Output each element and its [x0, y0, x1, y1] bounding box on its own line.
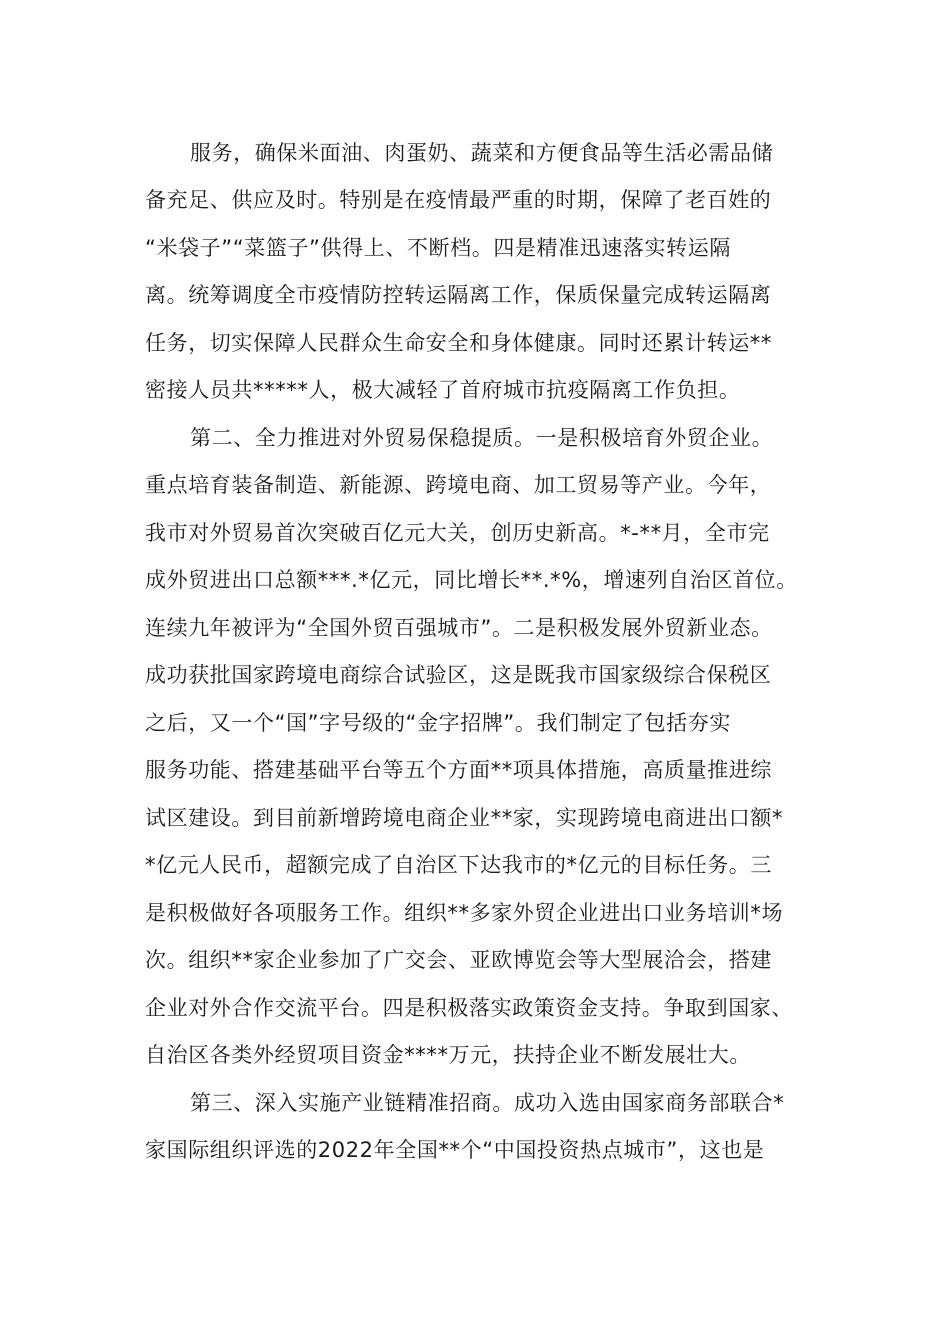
text-line: 我市对外贸易首次突破百亿元大关，创历史新高。*-**月，全市完: [145, 521, 770, 545]
text-line: 服务功能、搭建基础平台等五个方面**项具体措施，高质量推进综: [145, 758, 772, 782]
text-line: 重点培育装备制造、新能源、跨境电商、加工贸易等产业。今年，: [145, 473, 772, 497]
text-line: *亿元人民币，超额完成了自治区下达我市的*亿元的目标任务。三: [145, 853, 772, 877]
text-line: “米袋子”“菜篮子”供得上、不断档。四是精准迅速落实转运隔: [145, 236, 731, 260]
text-line: 自治区各类外经贸项目资金****万元，扶持企业不断发展壮大。: [145, 1043, 751, 1067]
text-line: 次。组织**家企业参加了广交会、亚欧博览会等大型展洽会，搭建: [145, 948, 772, 972]
text-line: 成外贸进出口总额***.*亿元，同比增长**.*%，增速列自治区首位。: [145, 568, 798, 592]
text-line: 企业对外合作交流平台。四是积极落实政策资金支持。争取到国家、: [145, 996, 793, 1020]
text-line: 是积极做好各项服务工作。组织**多家外贸企业进出口业务培训*场: [145, 901, 784, 925]
text-line: 离。统筹调度全市疫情防控转运隔离工作，保质保量完成转运隔离: [145, 283, 772, 307]
text-line: 成功获批国家跨境电商综合试验区，这是既我市国家级综合保税区: [145, 663, 772, 687]
text-line: 之后，又一个“国”字号级的“金字招牌”。我们制定了包括夯实: [145, 711, 731, 735]
text-line: 家国际组织评选的2022年全国**个“中国投资热点城市”，这也是: [145, 1138, 765, 1162]
text-line: 试区建设。到目前新增跨境电商企业**家，实现跨境电商进出口额*: [145, 806, 784, 830]
text-line: 任务，切实保障人民群众生命安全和身体健康。同时还累计转运**: [145, 331, 772, 355]
text-line: 密接人员共*****人，极大减轻了首府城市抗疫隔离工作负担。: [145, 378, 741, 402]
text-line: 第三、深入实施产业链精准招商。成功入选由国家商务部联合*: [190, 1091, 785, 1115]
text-line: 服务，确保米面油、肉蛋奶、蔬菜和方便食品等生活必需品储: [190, 141, 774, 165]
text-line: 备充足、供应及时。特别是在疫情最严重的时期，保障了老百姓的: [145, 188, 772, 212]
text-line: 连续九年被评为“全国外贸百强城市”。二是积极发展外贸新业态。: [145, 616, 773, 640]
text-line: 第二、全力推进对外贸易保稳提质。一是积极培育外贸企业。: [190, 426, 774, 450]
